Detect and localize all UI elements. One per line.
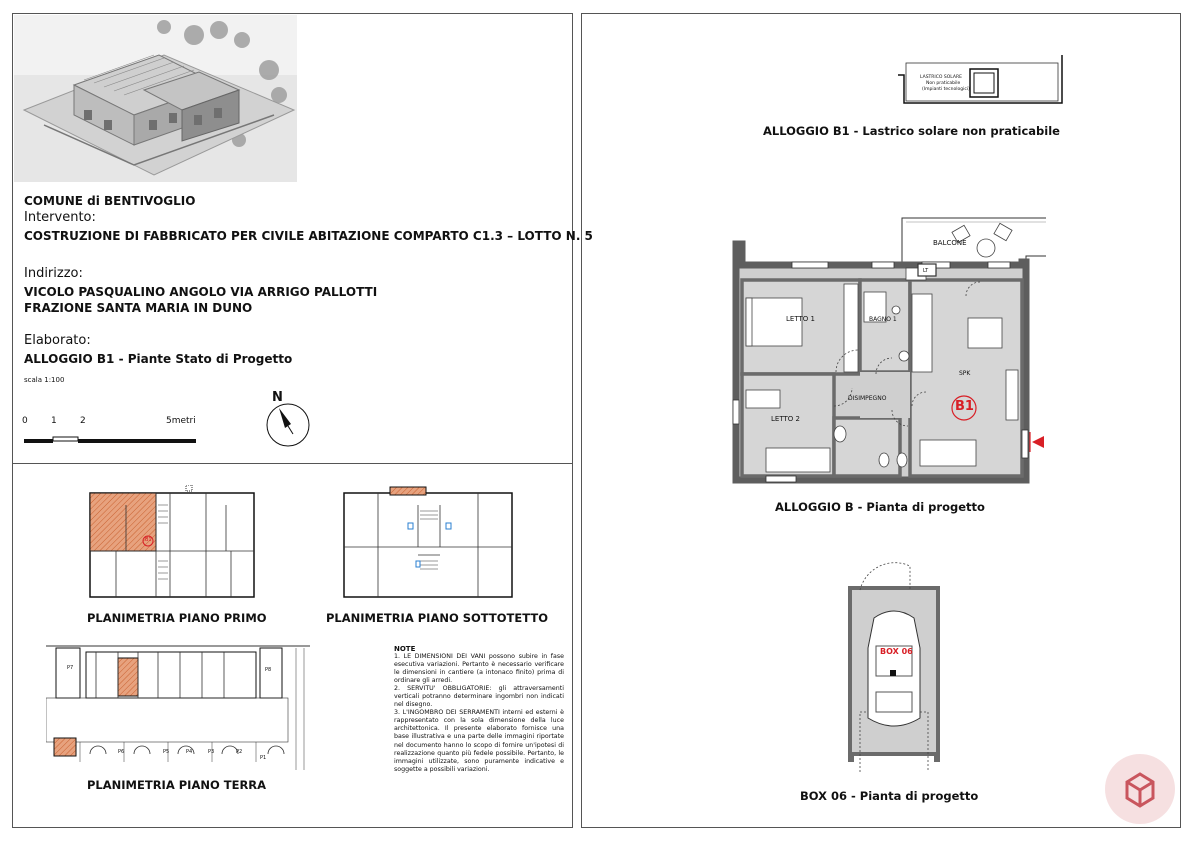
north-label: N: [272, 390, 283, 405]
garage-label-p2: P2: [236, 749, 243, 755]
elaborato-label: Elaborato:: [24, 333, 91, 348]
plan-primo-unit-tag: B1: [145, 537, 152, 543]
box-plan: [840, 562, 946, 776]
box-label: BOX 06: [880, 647, 913, 656]
plan-sottotetto: [342, 485, 514, 605]
caption-roof: ALLOGGIO B1 - Lastrico solare non praticabile: [763, 124, 1060, 138]
apartment-tag: B1: [955, 399, 974, 414]
indirizzo-line-1: VICOLO PASQUALINO ANGOLO VIA ARRIGO PALLOTTI: [24, 285, 378, 299]
garage-label-p8: P8: [265, 667, 272, 673]
room-lt: LT: [923, 268, 929, 274]
garage-label-p5: P5: [163, 749, 170, 755]
caption-apartment: ALLOGGIO B - Pianta di progetto: [775, 500, 985, 514]
building-render-image: [14, 15, 297, 182]
room-spk: SPK: [959, 370, 971, 377]
room-disimpegno: DISIMPEGNO: [848, 395, 887, 402]
apartment-plan: [726, 210, 1046, 490]
intervento-text: COSTRUZIONE DI FABBRICATO PER CIVILE ABITAZIONE COMPARTO C1.3 – LOTTO N. 5: [24, 229, 593, 243]
north-arrow-icon: [265, 402, 311, 448]
comune-title: COMUNE di BENTIVOGLIO: [24, 194, 196, 208]
garage-label-p1: P1: [260, 755, 267, 761]
roof-note-3: (Impianti tecnologici): [922, 87, 970, 92]
intervento-label: Intervento:: [24, 210, 96, 225]
plan-piano-primo: [86, 485, 258, 605]
indirizzo-line-2: FRAZIONE SANTA MARIA IN DUNO: [24, 301, 253, 315]
notes-title: NOTE: [394, 645, 416, 653]
note-2: 2. SERVITU' OBBLIGATORIE: gli attraversamenti verticali potranno determinare ingombri non indicati nel disegno.: [394, 685, 564, 709]
garage-label-p6: P6: [118, 749, 125, 755]
room-bagno-1: BAGNO 1: [869, 316, 897, 323]
indirizzo-label: Indirizzo:: [24, 266, 83, 281]
garage-label-p4: P4: [186, 749, 193, 755]
note-1: 1. LE DIMENSIONI DEI VANI possono subire in fase esecutiva variazioni. Pertanto è necessario verificare le dimensioni in cantiere (a intonaco finito) prima di ordinare gli arredi.: [394, 653, 564, 685]
room-letto-1: LETTO 1: [786, 315, 815, 323]
notes-block: [394, 645, 564, 774]
roof-note-1: LASTRICO SOLARE: [920, 75, 962, 80]
company-logo-icon: [1103, 752, 1177, 826]
scale-tick-1: 1: [51, 416, 57, 426]
scale-tick-2: 2: [80, 416, 86, 426]
roof-note-2: Non praticabile: [926, 81, 961, 86]
scale-tick-5: 5metri: [166, 416, 196, 426]
caption-box: BOX 06 - Pianta di progetto: [800, 789, 979, 803]
roof-plan: [896, 55, 1071, 105]
garage-label-p3: P3: [208, 749, 215, 755]
room-letto-2: LETTO 2: [771, 415, 800, 423]
scale-bar: [24, 428, 196, 436]
garage-label-p7: P7: [67, 665, 74, 671]
caption-piano-terra: PLANIMETRIA PIANO TERRA: [87, 778, 267, 792]
scale-text: scala 1:100: [24, 376, 65, 384]
scale-tick-0: 0: [22, 416, 28, 426]
elaborato-text: ALLOGGIO B1 - Piante Stato di Progetto: [24, 352, 293, 366]
note-3: 3. L'INGOMBRO DEI SERRAMENTI interni ed esterni è rappresentato con la sola dimensione della luce architettonica. Il presente elaborato fornisce una base illustrativa e una parte delle immagini riportate nel documento hanno lo scopo di fornire un'ipotesi di realizzazione quanto più fedele possibile. Pertanto, le immagini utilizzate, sono puramente indicative e soggette a possibili variazioni.: [394, 709, 564, 773]
header-divider: [12, 463, 573, 464]
caption-piano-primo: PLANIMETRIA PIANO PRIMO: [87, 611, 267, 625]
plan-piano-terra: [46, 644, 310, 770]
room-balcone: BALCONE: [933, 239, 967, 247]
caption-piano-sottotetto: PLANIMETRIA PIANO SOTTOTETTO: [326, 611, 548, 625]
